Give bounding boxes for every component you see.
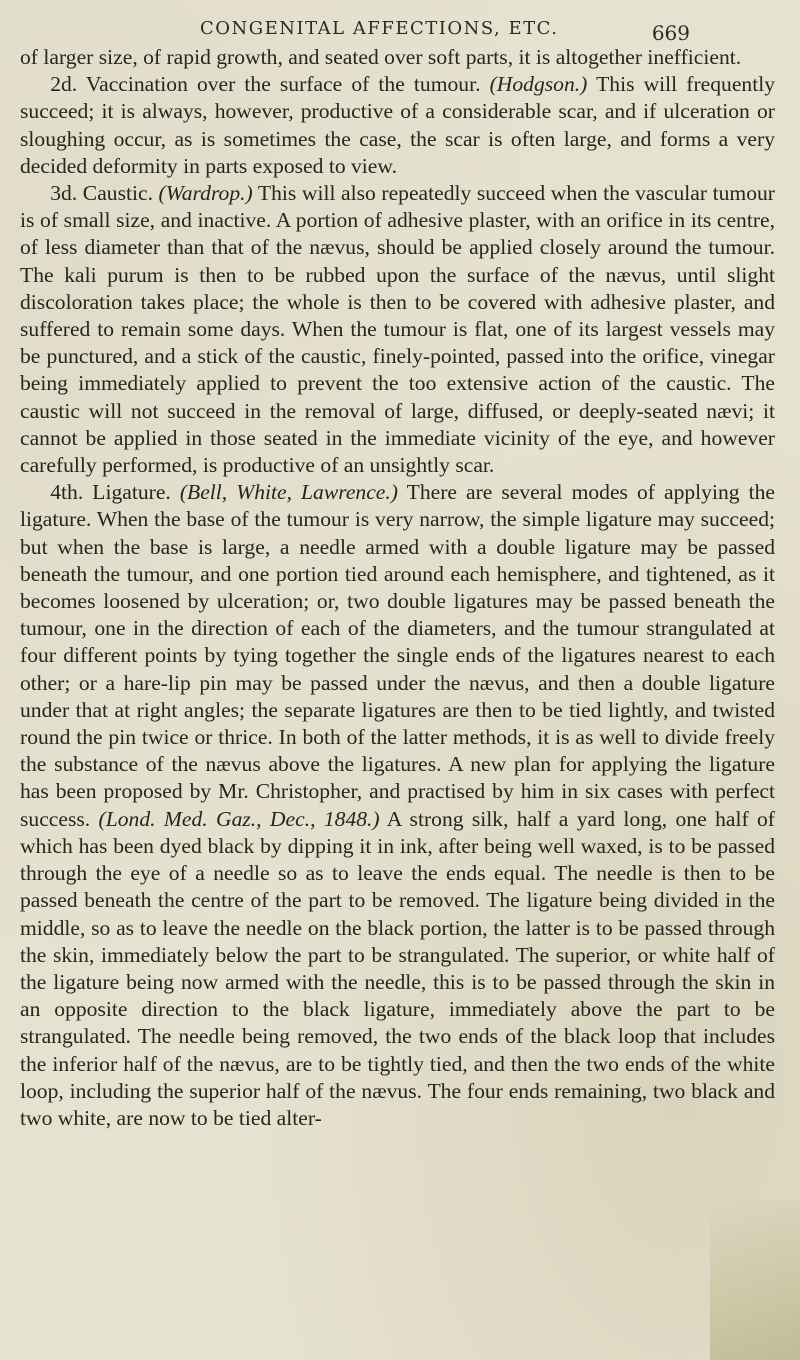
- body-text: [20, 44, 775, 1132]
- running-head: CONGENITAL AFFECTIONS, ETC.: [200, 18, 559, 39]
- paragraph-ligature: [20, 479, 775, 1132]
- citation: (Wardrop.): [158, 181, 253, 206]
- page-header: [190, 8, 690, 45]
- paragraph-lead: 3d. Caustic.: [50, 181, 153, 206]
- paragraph-text: A strong silk, half a yard long, one half of which has been dyed black by dipping it in ink, after being well waxed, is to be passed through the eye of a needle so as to leave the ends equal. The needle is then to be passed beneath the centre of the part to be removed. The ligature being divided in the middle, so as to leave the needle on the black portion, the latter is to be passed through the skin, immediately below the part to be strangulated. The superior, or white half of the ligature being now armed with the needle, this is to be passed through the skin in an opposite direction to the black ligature, immediately above the part to be strangulated. The needle being removed, the two ends of the black loop that includes the inferior half of the nævus, are to be tightly tied, and then the two ends of the white loop, including the superior half of the nævus. The four ends remaining, two black and two white, are now to be tied alter-: [20, 806, 775, 1130]
- paragraph-text: This will also repeatedly succeed when the vascular tumour is of small size, and inactive. A portion of adhesive plaster, with an orifice in its centre, of less diameter than that of the nævus, should be applied closely around the tumour. The kali purum is then to be rubbed upon the surface of the nævus, until slight discoloration takes place; the whole is then to be covered with adhesive plaster, and suffered to remain some days. When the tumour is flat, one of its largest vessels may be punctured, and a stick of the caustic, finely-pointed, passed into the orifice, vinegar being immediately applied to prevent the too extensive action of the caustic. The caustic will not succeed in the removal of large, diffused, or deeply-seated nævi; it cannot be applied in those seated in the immediate vicinity of the eye, and however carefully performed, is productive of an unsightly scar.: [20, 181, 775, 478]
- paragraph-continuation: [20, 44, 775, 71]
- paragraph-text: of larger size, of rapid growth, and seated over soft parts, it is altogether inefficient.: [20, 45, 742, 69]
- paragraph-vaccination: [20, 71, 775, 180]
- page-number: 669: [651, 21, 690, 45]
- paragraph-text: There are several modes of applying the ligature. When the base of the tumour is very narrow, the simple ligature may succeed; but when the base is large, a needle armed with a double ligature may be passed beneath the tumour, and one portion tied around each hemisphere, and tightened, as it becomes loosened by ulceration; or, two double ligatures may be passed beneath the tumour, one in the direction of each of the diameters, and the tumour strangulated at four different points by tying together the single ends of the ligatures nearest to each other; or a hare-lip pin may be passed under the nævus, and then a double ligature under that at right angles; the separate ligatures are then to be tied lightly, and twisted round the pin twice or thrice. In both of the latter methods, it is as well to divide freely the substance of the nævus above the ligatures. A new plan for applying the ligature has been proposed by Mr. Christopher, and practised by him in six cases with perfect success.: [20, 480, 775, 831]
- citation: (Hodgson.): [489, 72, 588, 97]
- paragraph-lead: 4th. Ligature.: [50, 480, 171, 505]
- paragraph-caustic: [20, 180, 775, 479]
- citation: (Bell, White, Lawrence.): [179, 480, 398, 505]
- citation: (Lond. Med. Gaz., Dec., 1848.): [98, 806, 380, 831]
- paragraph-text: This will frequently succeed; it is always, however, productive of a considerable scar, and if ulceration or sloughing occur, as is sometimes the case, the scar is often large, and forms a very decided deformity in parts exposed to view.: [20, 72, 775, 178]
- page-stain: [710, 1200, 800, 1360]
- paragraph-lead: 2d. Vaccination over the surface of the tumour.: [50, 72, 481, 97]
